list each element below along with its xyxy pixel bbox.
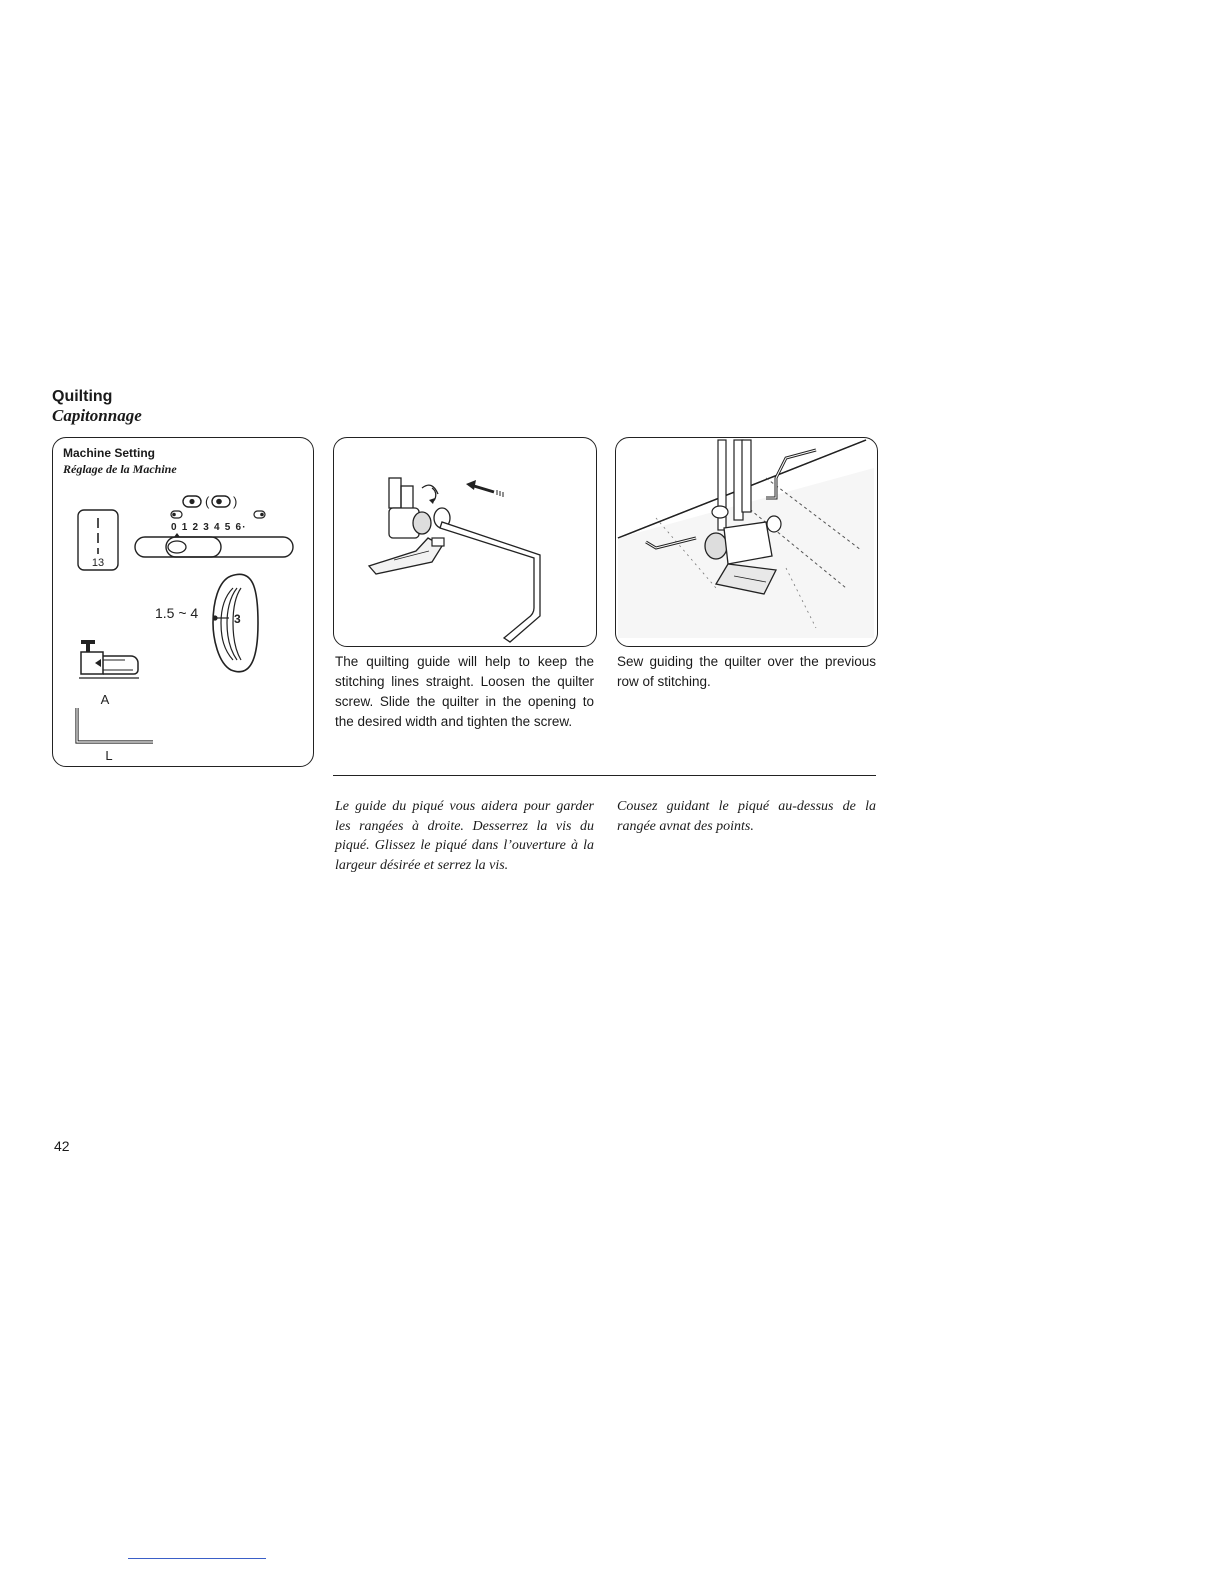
quilter-label: L <box>105 748 113 763</box>
step-1-instruction: The quilting guide will help to keep the stitching lines straight. Loosen the quilter screw. Slide the quilter in the opening to the desired width and tighten the screw. <box>335 654 594 729</box>
step-2-instruction-french: Cousez guidant le piqué au-dessus de la rangée avnat des points. <box>617 799 876 834</box>
machine-setting-title-french: Réglage de la Machine <box>63 462 177 476</box>
page-number: 42 <box>54 1138 70 1154</box>
illustration-attach-quilter <box>333 437 597 647</box>
quilter-bar-icon <box>77 708 153 742</box>
svg-text:): ) <box>233 494 238 509</box>
presser-foot-label: A <box>100 692 110 707</box>
presser-foot-icon <box>79 640 139 678</box>
width-scale: 0 1 2 3 4 5 6· <box>171 522 247 533</box>
stitch-length-dial <box>212 574 258 672</box>
section-title: Quilting <box>52 388 113 405</box>
illustration-sew-with-quilter <box>615 437 878 647</box>
footer-rule <box>128 1558 266 1559</box>
machine-setting-panel <box>52 437 314 767</box>
machine-setting-title: Machine Setting <box>63 446 156 460</box>
pattern-selector-icon <box>78 510 118 570</box>
machine-setting-diagram <box>53 438 313 766</box>
step-1-instruction-french: Le guide du piqué vous aidera pour garder les rangées à droite. Desserrez la vis du piqué. Glissez le piqué dans l’ouverture à la largeur désirée et serrez la vis. <box>335 799 594 873</box>
language-divider <box>333 775 876 776</box>
needle-position-icon <box>171 494 265 518</box>
section-title-french: Capitonnage <box>52 406 142 425</box>
stitch-width-slider <box>135 533 293 557</box>
step-2-instruction: Sew guiding the quilter over the previous row of stitching. <box>617 654 876 689</box>
pattern-number: 13 <box>91 557 105 569</box>
stitch-length-dial-value: 3 <box>234 612 241 626</box>
stitch-length-range: 1.5 ~ 4 <box>155 605 199 621</box>
sew-with-quilter-illustration <box>616 438 877 646</box>
svg-text:(: ( <box>205 494 210 509</box>
attach-quilter-illustration <box>334 438 596 646</box>
